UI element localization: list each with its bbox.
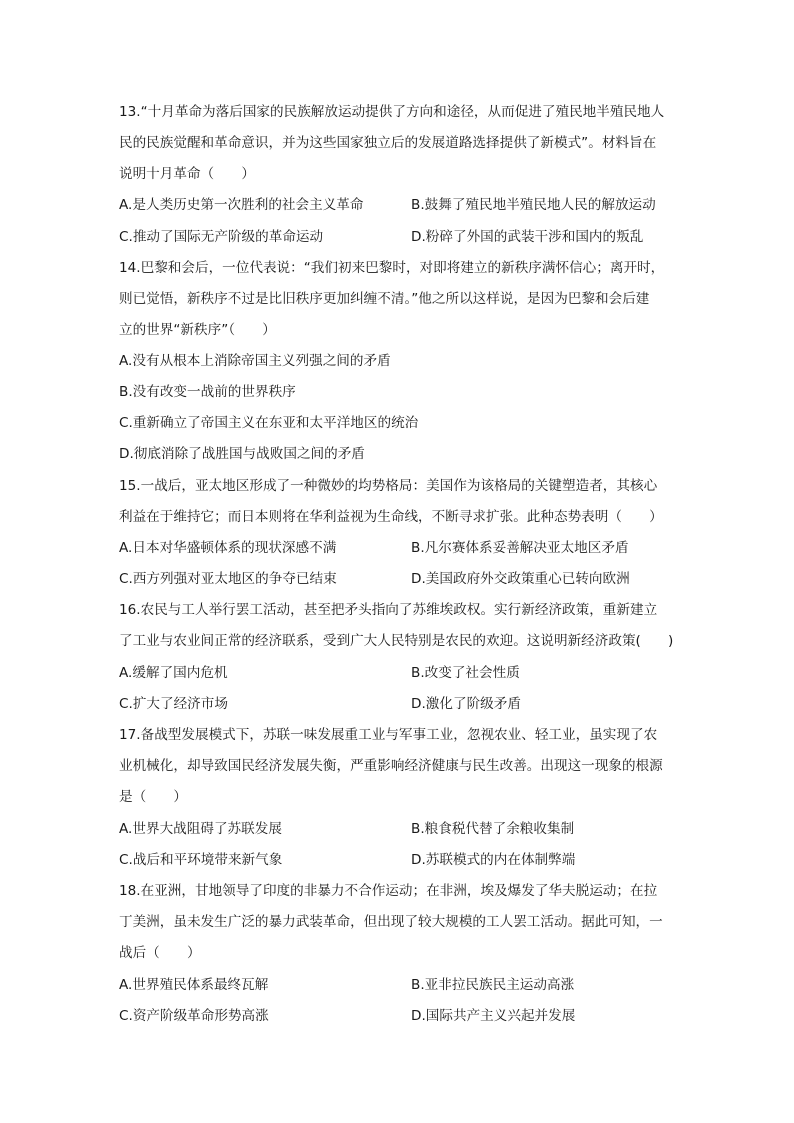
option-b: B.粮食税代替了余粮收集制: [411, 821, 575, 837]
question-stem-line: 说明十月革命（ ）: [119, 166, 255, 182]
question-stem-line: 丁美洲，虽未发生广泛的暴力武装革命，但出现了较大规模的工人罢工活动。据此可知，一: [119, 914, 663, 930]
question-stem-line: 了工业与农业间正常的经济联系，受到广大人民特别是农民的欢迎。这说明新经济政策( ): [119, 633, 674, 649]
option-b: B.没有改变一战前的世界秩序: [119, 384, 296, 400]
question-stem-line: 14.巴黎和会后，一位代表说：“我们初来巴黎时，对即将建立的新秩序满怀信心；离开时，: [119, 260, 665, 276]
option-a: A.日本对华盛顿体系的现状深感不满: [119, 540, 337, 556]
question-stem-line: 利益在于维持它；而日本则将在华利益视为生命线，不断寻求扩张。此种态势表明（ ）: [119, 509, 663, 525]
option-d: D.苏联模式的内在体制弊端: [411, 852, 576, 868]
option-a: A.没有从根本上消除帝国主义列强之间的矛盾: [119, 353, 391, 369]
option-b: B.鼓舞了殖民地半殖民地人民的解放运动: [411, 197, 656, 213]
option-a: A.是人类历史第一次胜利的社会主义革命: [119, 197, 364, 213]
question-stem-line: 业机械化，却导致国民经济发展失衡，严重影响经济健康与民生改善。出现这一现象的根源: [119, 758, 663, 774]
option-a: A.世界殖民体系最终瓦解: [119, 977, 269, 993]
option-b: B.凡尔赛体系妥善解决亚太地区矛盾: [411, 540, 629, 556]
option-c: C.资产阶级革命形势高涨: [119, 1008, 269, 1024]
option-c: C.推动了国际无产阶级的革命运动: [119, 229, 324, 245]
option-a: A.缓解了国内危机: [119, 665, 228, 681]
option-d: D.美国政府外交政策重心已转向欧洲: [411, 571, 630, 587]
question-stem-line: 立的世界“新秩序”（ ）: [119, 322, 276, 338]
question-stem-line: 是（ ）: [119, 789, 187, 805]
option-d: D.粉碎了外国的武装干涉和国内的叛乱: [411, 229, 644, 245]
option-c: C.重新确立了帝国主义在东亚和太平洋地区的统治: [119, 415, 419, 431]
option-c: C.扩大了经济市场: [119, 696, 228, 712]
question-stem-line: 16.农民与工人举行罢工活动，甚至把矛头指向了苏维埃政权。实行新经济政策，重新建立: [119, 602, 658, 618]
option-b: B.改变了社会性质: [411, 665, 520, 681]
option-c: C.战后和平环境带来新气象: [119, 852, 283, 868]
option-b: B.亚非拉民族民主运动高涨: [411, 977, 575, 993]
option-c: C.西方列强对亚太地区的争夺已结束: [119, 571, 337, 587]
question-stem-line: 15.一战后，亚太地区形成了一种微妙的均势格局：美国作为该格局的关键塑造者，其核心: [119, 478, 658, 494]
option-d: D.激化了阶级矛盾: [411, 696, 521, 712]
question-stem-line: 13.“十月革命为落后国家的民族解放运动提供了方向和途径，从而促进了殖民地半殖民地人: [119, 104, 665, 120]
question-stem-line: 17.备战型发展模式下，苏联一味发展重工业与军事工业，忽视农业、轻工业，虽实现了农: [119, 727, 658, 743]
option-d: D.国际共产主义兴起并发展: [411, 1008, 576, 1024]
question-stem-line: 18.在亚洲，甘地领导了印度的非暴力不合作运动；在非洲，埃及爆发了华夫脱运动；在拉: [119, 883, 658, 899]
question-stem-line: 民的民族觉醒和革命意识，并为这些国家独立后的发展道路选择提供了新模式”。材料旨在: [119, 135, 657, 151]
question-stem-line: 战后（ ）: [119, 945, 201, 961]
question-stem-line: 则已觉悟，新秩序不过是比旧秩序更加纠缠不清。”他之所以这样说，是因为巴黎和会后建: [119, 291, 650, 307]
option-a: A.世界大战阻碍了苏联发展: [119, 821, 282, 837]
option-d: D.彻底消除了战胜国与战败国之间的矛盾: [119, 446, 365, 462]
